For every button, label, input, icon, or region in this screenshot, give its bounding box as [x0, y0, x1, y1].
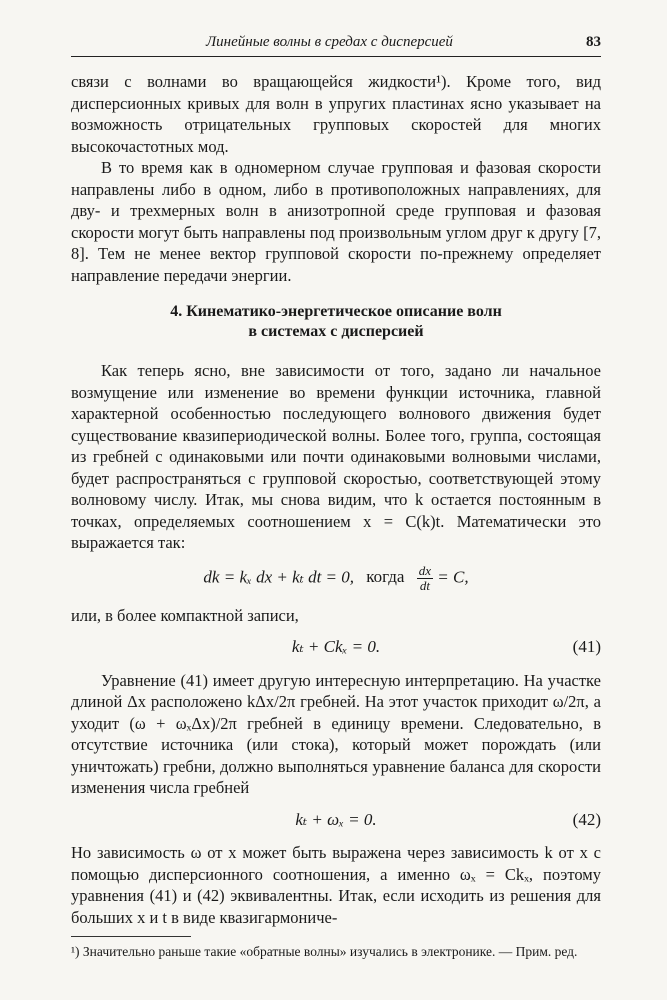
paragraph-2: В то время как в одномерном случае групповая и фазовая скорости направлены либо в одном, либо в противоположных направлениях, для дву- и трехмерных волн в анизотропной среде групповая и фазовая скорости могут быть направлены под произвольным углом друг к другу [7, 8]. Тем не менее вектор групповой скорости по-прежнему определяет направление передачи энергии. [71, 158, 601, 285]
equation-41 [71, 636, 601, 658]
running-header [71, 30, 601, 57]
section-heading-line-2: в системах с дисперсией [248, 323, 424, 340]
equation-dk-word: когда [366, 566, 405, 586]
page [71, 30, 601, 961]
paragraph-1: связи с волнами во вращающейся жидкости¹). Кроме того, вид дисперсионных кривых для волн в упругих пластинах ясно указывает на возможность отрицательных групповых скоростей для многих высокочастотных мод. [71, 72, 601, 156]
text-body [71, 71, 601, 961]
equation-41-body: kₜ + Ckₓ = 0. [291, 637, 381, 656]
footnote-divider [71, 936, 191, 937]
paragraph-4: или, в более компактной записи, [71, 605, 299, 625]
section-heading-line-1: 4. Кинематико-энергетическое описание волн [170, 303, 502, 320]
paragraph-6: Но зависимость ω от x может быть выражена через зависимость k от x с помощью дисперсионного соотношения, а именно ωₓ = Ckₓ, поэтому уравнения (41) и (42) эквивалентны. Итак, если исходить из решения для больших x и t в виде квазигармониче- [71, 843, 601, 927]
paragraph-5: Уравнение (41) имеет другую интересную интерпретацию. На участке длиной Δx расположено kΔx/2π гребней. На этот участок приходит ω/2π, а уходит (ω + ωₓΔx)/2π гребней в единицу времени. Следовательно, в отсутствие источника (или стока), который может порождать (или уничтожать) гребни, должно выполняться уравнение баланса для скорости изменения числа гребней [71, 670, 601, 797]
fraction-denominator: dt [419, 577, 430, 593]
paragraph-3: Как теперь ясно, вне зависимости от того, задано ли начальное возмущение или изменение во времени функции источника, главной характерной особенностью последующего волнового движения будет существование квазипериодической волны. Более того, группа, состоящая из гребней с одинаковыми или почти одинаковыми волновыми числами, будет распространяться с групповой скоростью, соответствующей этому волновому числу. Итак, мы снова видим, что k остается постоянным в точках, определяемых соотношением x = C(k)t. Математически это выражается так: [71, 361, 601, 552]
page-number: 83 [586, 34, 601, 50]
section-heading [71, 302, 601, 342]
fraction-numerator: dx [418, 562, 432, 578]
footnote: ¹) Значительно раньше такие «обратные волны» изучались в электронике. — Прим. ред. [71, 944, 578, 959]
equation-42-number: (42) [572, 809, 601, 829]
equation-42-body: kₜ + ωₓ = 0. [295, 809, 377, 829]
equation-41-number: (41) [572, 637, 601, 656]
equation-dk-left: dk = kₓ dx + kₜ dt = 0, [203, 566, 355, 586]
equation-dk [71, 564, 601, 593]
equation-42 [71, 809, 601, 831]
fraction-dx-dt [417, 564, 433, 593]
running-title: Линейные волны в средах с дисперсией [206, 34, 453, 50]
equation-dk-right: = C, [437, 566, 469, 586]
